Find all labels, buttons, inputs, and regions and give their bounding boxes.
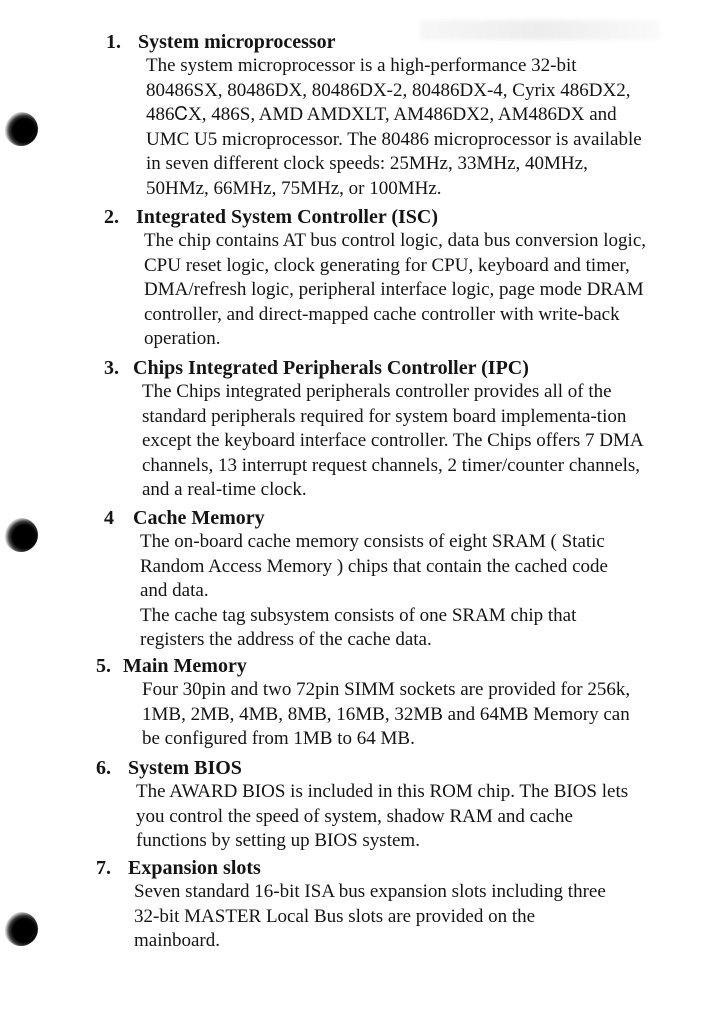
section-heading [96, 654, 656, 678]
section-heading [96, 756, 656, 780]
section-heading [104, 205, 664, 229]
section-body [144, 229, 654, 352]
section-main-memory [96, 654, 656, 752]
section-title: Cache Memory [133, 507, 265, 529]
section-paragraph: Seven standard 16-bit ISA bus expansion slots including three 32-bit MASTER Local Bus slots are provided on the mainboard. [134, 881, 606, 952]
section-integrated-system-controller [104, 205, 664, 352]
section-heading [104, 356, 664, 380]
section-paragraph: The chip contains AT bus control logic, data bus conversion logic, CPU reset logic, clock generating for CPU, keyboard and timer, DMA/refresh logic, peripheral interface logic, page mode DRAM controller, and direct-mapped cache controller with write-back operation. [144, 230, 646, 350]
section-cache-memory [104, 506, 664, 653]
section-number: 5. [96, 655, 111, 677]
section-number: 1. [106, 31, 121, 53]
section-heading [96, 856, 656, 880]
section-system-microprocessor [106, 30, 666, 202]
section-paragraph: The on-board cache memory consists of eight SRAM ( Static Random Access Memory ) chips that contain the cached code and data. [140, 531, 608, 602]
section-system-bios [96, 756, 656, 854]
section-title: Main Memory [123, 655, 247, 677]
section-body [136, 780, 636, 854]
section-title: System microprocessor [138, 31, 336, 53]
section-number: 7. [96, 857, 111, 879]
section-expansion-slots [96, 856, 656, 954]
section-paragraph: The AWARD BIOS is included in this ROM chip. The BIOS lets you control the speed of system, shadow RAM and cache functions by setting up BIOS system. [136, 781, 629, 852]
section-number: 4 [104, 507, 114, 529]
section-title: System BIOS [128, 757, 242, 779]
section-body [146, 54, 651, 202]
section-paragraph: Four 30pin and two 72pin SIMM sockets are provided for 256k, 1MB, 2MB, 4MB, 8MB, 16MB, 32MB and 64MB Memory can be configured from 1MB to 64 MB. [142, 679, 631, 750]
section-heading [106, 30, 666, 54]
binder-hole-top [4, 112, 38, 146]
section-body [134, 880, 624, 954]
section-body [142, 678, 632, 752]
section-heading [104, 506, 664, 530]
section-number: 6. [96, 757, 111, 779]
section-title: Expansion slots [128, 857, 261, 879]
section-title: Integrated System Controller (ISC) [136, 206, 439, 228]
section-body [140, 530, 630, 653]
section-paragraph: The system microprocessor is a high-performance 32-bit 80486SX, 80486DX, 80486DX-2, 80486DX-4, Cyrix 486DX2, 486ᏟX, 486S, AMD AMDXLT, AM486DX2, AM486DX and UMC U5 microprocessor. The 80486 microprocessor is available in seven different clock speeds: 25MHz, 33MHz, 40MHz, 50HMz, 66MHz, 75MHz, or 100MHz. [146, 55, 642, 199]
section-paragraph: The Chips integrated peripherals controller provides all of the standard peripherals required for system board implementa-tion except the keyboard interface controller. The Chips offers 7 DMA channels, 13 interrupt request channels, 2 timer/counter channels, and a real-time clock. [142, 381, 643, 501]
binder-hole-middle [4, 518, 38, 552]
section-number: 3. [104, 357, 119, 379]
section-title: Chips Integrated Peripherals Controller (IPC) [133, 357, 529, 379]
section-number: 2. [104, 206, 119, 228]
section-integrated-peripherals-controller [104, 356, 664, 503]
section-body [142, 380, 657, 503]
binder-hole-bottom [4, 912, 38, 946]
section-paragraph: The cache tag subsystem consists of one SRAM chip that registers the address of the cache data. [140, 604, 577, 651]
